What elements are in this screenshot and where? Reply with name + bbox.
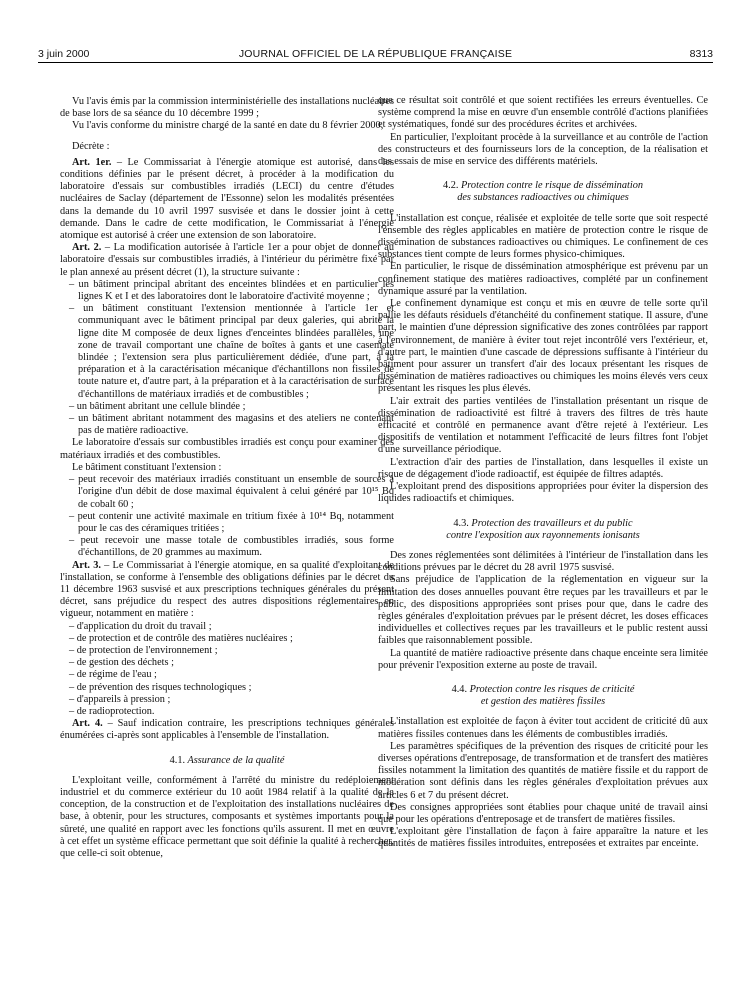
article-3-label: Art. 3.: [72, 559, 101, 571]
vu-paragraph-2: Vu l'avis conforme du ministre chargé de la santé en date du 8 février 2000,: [72, 120, 384, 132]
section-4-2-paragraph: Le confinement dynamique est conçu et mis en œuvre de telle sorte qu'il pallie les défauts résiduels d'étanchéité du confinement statique. Il assure, d'une part, le maintien d'une dépression significative des zones contrôlées par rapport à l'environnement, de manière à éviter tout rejet incontrôlé vers l'extérieur, et, d'autre part, le maintien d'une cascade de dépressions suffisante à l'intérieur du bâtiment pour assurer un transfert d'air des locaux présentant les risques de dissémination de matières radioactives ou chimiques les moins élevés vers ceux présentant les risques les plus élevés.: [378, 298, 708, 395]
journal-title: JOURNAL OFFICIEL DE LA RÉPUBLIQUE FRANÇAISE: [238, 48, 513, 60]
particulier-paragraph: En particulier, l'exploitant procède à la surveillance et au contrôle de l'action des constructeurs et des fournisseurs lors de la conception, de la réalisation et des essais de mise en service des différents matériels.: [378, 131, 708, 168]
section-4-2-paragraph: L'installation est conçue, réalisée et exploitée de telle sorte que soit respecté l'ensemble des règles applicables en matière de protection contre le risque de dissémination de substances radioactives ou chimiques. Le confinement de ces substances tient compte de leurs formes physico-chimiques.: [378, 212, 708, 261]
section-title: des substances radioactives ou chimiques: [457, 192, 629, 204]
article-1: [60, 157, 394, 242]
article-2-label: Art. 2.: [72, 242, 102, 254]
section-4-3-paragraph: Des zones réglementées sont délimitées à l'intérieur de l'installation dans les conditions prévues par le décret du 28 avril 1975 susvisé.: [378, 549, 708, 574]
article-2: [60, 242, 394, 279]
section-4-3-paragraph: La quantité de matière radioactive présente dans chaque enceinte sera limitée pour prévenir l'exposition externe au poste de travail.: [378, 647, 708, 671]
section-number: 4.2.: [442, 180, 459, 192]
list-item: – de prévention des risques technologiques ;: [60, 682, 394, 694]
section-number: 4.1.: [169, 754, 186, 766]
article-3-list: [60, 621, 394, 719]
list-item: – d'appareils à pression ;: [60, 694, 394, 706]
section-4-4-paragraph: L'exploitant gère l'installation de façon à faire apparaître la nature et les quantités de matières fissiles introduites, entreposées et extraites par enceinte.: [378, 826, 708, 850]
list-item: – de régime de l'eau ;: [60, 669, 394, 681]
list-item: – peut recevoir des matériaux irradiés constituant un ensemble de sources à l'origine d'un débit de dose maximal équivalent à celui généré par 10¹⁵ Bq de cobalt 60 ;: [60, 474, 394, 511]
extension-list: [60, 474, 394, 559]
list-item: – peut contenir une activité maximale en tritium fixée à 10¹⁴ Bq, notamment pour le cas des céramiques tritiées ;: [60, 511, 394, 535]
list-item: – de protection et de contrôle des matières nucléaires ;: [60, 633, 394, 645]
page-number: 8313: [689, 48, 713, 60]
header-rule: [38, 62, 713, 63]
section-heading-4-2: [378, 180, 708, 204]
section-title: Protection des travailleurs et du public: [471, 517, 633, 529]
list-item: – un bâtiment principal abritant des enceintes blindées et en particulier les lignes K et I et des laboratoires dont le laboratoire d'activité moyenne ;: [60, 279, 394, 303]
list-item: – de protection de l'environnement ;: [60, 645, 394, 657]
article-4-text: – Sauf indication contraire, les prescriptions techniques générales énumérées ci-après sont applicables à l'ensemble de l'installation.: [60, 718, 394, 742]
article-4-label: Art. 4.: [72, 718, 103, 730]
list-item: – un bâtiment abritant notamment des magasins et des ateliers ne contenant pas de matière radioactive.: [60, 413, 394, 437]
section-title: contre l'exposition aux rayonnements ionisants: [446, 529, 640, 541]
list-item: – de gestion des déchets ;: [60, 657, 394, 669]
article-3-text: – Le Commissariat à l'énergie atomique, en sa qualité d'exploitant de l'installation, se conforme à l'ensemble des obligations définies par le décret du 11 décembre 1963 susvisé et aux prescriptions techniques générales du présent décret, sans préjudice du respect des autres dispositions réglementaires en vigueur, notamment en matière :: [60, 559, 395, 620]
laboratoire-paragraph: Le laboratoire d'essais sur combustibles irradiés est conçu pour examiner des matériaux irradiés et des combustibles.: [60, 437, 394, 461]
section-title: et gestion des matières fissiles: [480, 696, 606, 708]
vu-paragraph-1: Vu l'avis émis par la commission interministérielle des installations nucléaires de base lors de sa séance du 10 décembre 1999 ;: [60, 96, 394, 120]
batiment-paragraph: Le bâtiment constituant l'extension :: [72, 461, 222, 473]
section-4-4-paragraph: Des consignes appropriées sont établies pour chaque unité de travail ainsi que pour les opérations d'entreposage et de transfert de matières fissiles.: [378, 801, 708, 825]
section-number: 4.3.: [453, 517, 469, 529]
section-heading-4-1: [60, 755, 394, 767]
section-4-2-paragraph: En particulier, le risque de dissémination atmosphérique est prévenu par un confinement statique des matières radioactives, complété par un confinement dynamique assuré par la ventilation.: [378, 261, 708, 297]
section-4-4-paragraph: L'installation est exploitée de façon à éviter tout accident de criticité dû aux matières fissiles contenues dans les éléments de combustibles irradiés.: [378, 716, 708, 740]
continued-paragraph: que ce résultat soit contrôlé et que soient rectifiées les erreurs éventuelles. Ce système comprend la mise en œuvre d'un ensemble contrôlé d'actions planifiées et systématiques, fondé sur des procédures écrites et archivées.: [378, 95, 708, 131]
article-2-text: – La modification autorisée à l'article 1er a pour objet de donner au laboratoire d'essais sur combustibles irradiés, à l'intérieur du périmètre fixé par le plan annexé au présent décret (1), la structure suivante :: [60, 242, 394, 278]
section-4-4-paragraph: Les paramètres spécifiques de la prévention des risques de criticité pour les diverses opérations d'entreposage, de transformation et de transfert des matières fissiles notamment la limitation des quantités de matière fissile et du rapport de modération sont définis dans les règles générales d'exploitation prévues aux articles 6 et 7 du présent décret.: [378, 740, 708, 801]
section-heading-4-3: [378, 518, 708, 542]
section-title: Protection contre le risque de dissémination: [461, 180, 643, 192]
section-4-2-paragraph: L'extraction d'air des parties de l'installation, dans lesquelles il existe un risque de dégagement d'iode radioactif, est équipée de filtres adaptés.: [378, 456, 708, 480]
section-heading-4-4: [378, 684, 708, 708]
decrete-line: Décrète :: [72, 140, 110, 152]
section-4-1-paragraph: L'exploitant veille, conformément à l'arrêté du ministre du redéploiement industriel et du commerce extérieur du 10 août 1984 relatif à la qualité de la conception, de la construction et de l'exploitation des installations nucléaires de base, à obtenir, pour les structures, composants et systèmes importants pour la sûreté, une qualité en rapport avec les fonctions qu'ils assurent. Il met en œuvre à cet effet un système efficace permettant que soit définie la qualité à rechercher, que celle-ci soit obtenue,: [60, 774, 394, 859]
article-1-text: – Le Commissariat à l'énergie atomique est autorisé, dans les conditions définies par le présent décret, à procéder à la modification du laboratoire d'essais sur combustibles irradiés (LECI) du centre d'études nucléaires de Saclay (département de l'Essonne) selon les modalités présentées dans la demande du 10 avril 1997 susvisée et dans le dossier joint à cette demande. Dans le cadre de cette modification, le Commissariat à l'énergie atomique est autorisé à créer une extension de son laboratoire.: [60, 156, 394, 242]
article-4: [60, 718, 394, 742]
list-item: – un bâtiment abritant une cellule blindée ;: [60, 401, 394, 413]
list-item: – de radioprotection.: [60, 706, 394, 718]
page-header: [38, 46, 713, 62]
right-column: [378, 95, 708, 851]
section-4-2-paragraph: L'air extrait des parties ventilées de l'installation présentant un risque de dissémination de radioactivité est filtré à travers des filtres de très haute efficacité et contrôlé en permanence avant d'être rejeté à l'extérieur. Les dispositifs de ventilation et notamment l'efficacité de leurs filtres font l'objet d'une surveillance périodique.: [378, 395, 708, 456]
article-1-label: Art. 1er.: [72, 156, 112, 168]
section-number: 4.4.: [451, 683, 468, 695]
list-item: – un bâtiment constituant l'extension mentionnée à l'article 1er et communiquant avec le bâtiment principal par deux galeries, qui abrite la ligne dite M composée de deux lignes d'enceintes blindées parallèles, une zone de travail comportant une chaîne de boîtes à gants et une casemate blindée ; l'extension sera plus particulièrement dédiée, d'une part, à la préparation et à la caractérisation mécanique d'échantillons non fissiles de toute nature et, d'autre part, à la préparation et à la caractérisation de surface d'échantillons de matériaux irradiés et de combustibles ;: [60, 303, 394, 401]
section-title: Assurance de la qualité: [187, 754, 285, 766]
section-title: Protection contre les risques de criticité: [469, 683, 635, 695]
section-4-3-paragraph: Sans préjudice de l'application de la réglementation en vigueur sur la limitation des doses annuelles pouvant être reçues par les travailleurs et par le public, des dispositions appropriées sont prises pour que, dans le cadre des règles générales d'exploitation prévues par le présent décret, les doses efficaces individuelles et collectives reçues par les travailleurs et le public restent aussi faibles que raisonnablement possible.: [378, 574, 708, 647]
list-item: – d'application du droit du travail ;: [60, 621, 394, 633]
section-4-2-paragraph: L'exploitant prend des dispositions appropriées pour éviter la dispersion des liquides radioactifs et chimiques.: [378, 481, 708, 505]
issue-date: 3 juin 2000: [38, 48, 90, 60]
article-2-list: [60, 279, 394, 438]
list-item: – peut recevoir une masse totale de combustibles irradiés, sous forme d'échantillons, de 20 grammes au maximum.: [60, 535, 394, 559]
article-3: [60, 560, 394, 621]
left-column: [60, 96, 394, 860]
